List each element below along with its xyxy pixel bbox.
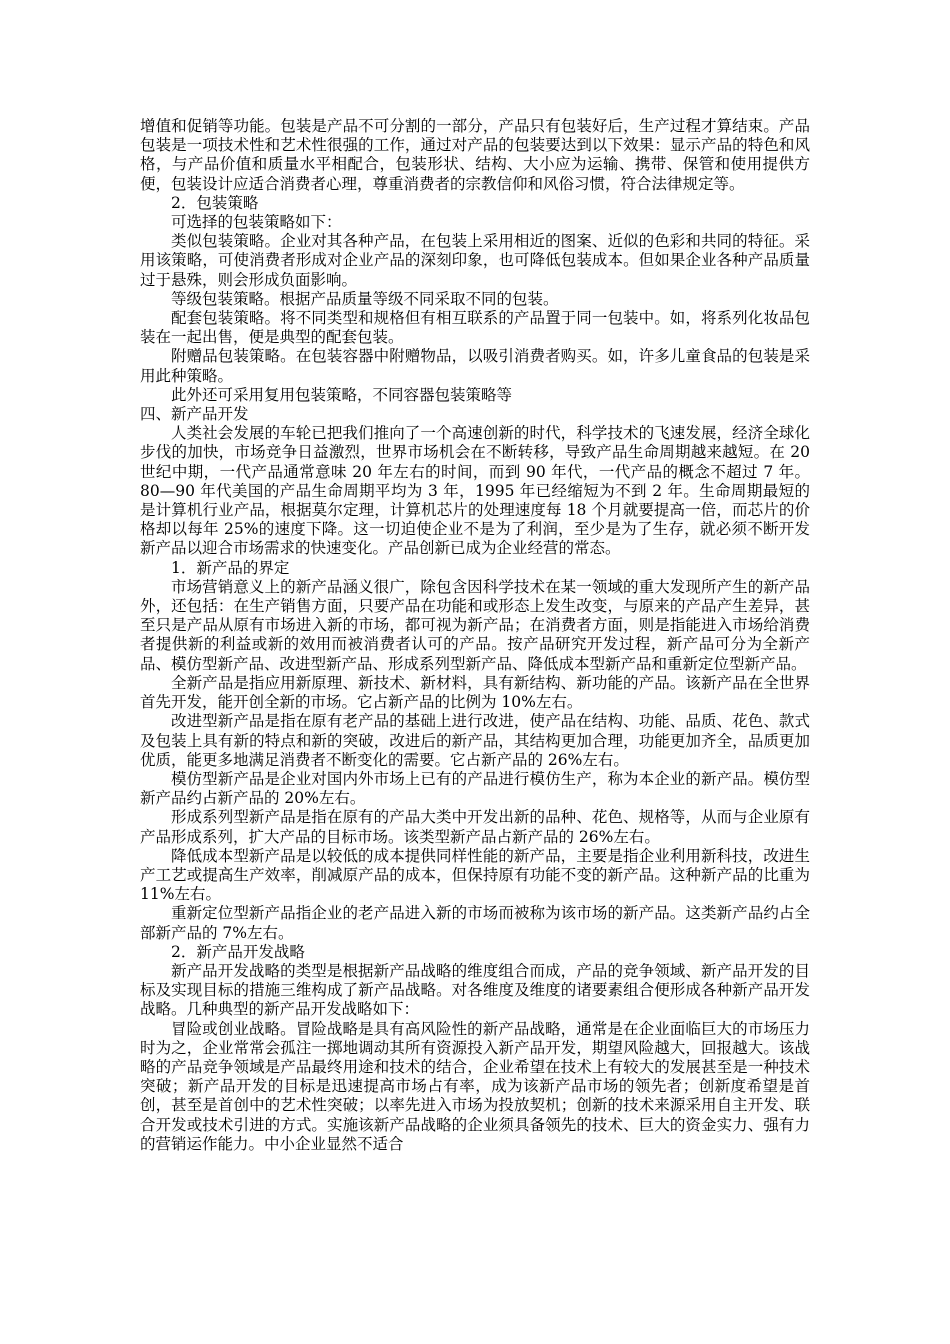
paragraph: 类似包装策略。企业对其各种产品，在包装上采用相近的图案、近似的色彩和共同的特征。采用该策略，可使消费者形成对企业产品的深刻印象，也可降低包装成本。但如果企业各种产品质量过于悬殊，则会形成负面影响。 — [140, 232, 810, 289]
paragraph: 新产品开发战略的类型是根据新产品战略的维度组合而成，产品的竞争领域、新产品开发的目标及实现目标的措施三维构成了新产品战略。对各维度及维度的诸要素组合便形成各种新产品开发战略。几种典型的新产品开发战略如下： — [140, 961, 810, 1019]
paragraph: 可选择的包装策略如下： — [171, 213, 342, 232]
paragraph: 等级包装策略。根据产品质量等级不同采取不同的包装。 — [171, 289, 559, 308]
document-body — [140, 117, 810, 1154]
paragraph: 增值和促销等功能。包装是产品不可分割的一部分，产品只有包装好后，生产过程才算结束。产品包装是一项技术性和艺术性很强的工作，通过对产品的包装要达到以下效果：显示产品的特色和风格，与产品价值和质量水平相配合，包装形状、结构、大小应为运输、携带、保管和使用提供方便，包装设计应适合消费者心理，尊重消费者的宗教信仰和风俗习惯，符合法律规定等。 — [140, 117, 810, 193]
chapter-heading-new-product-development: 四、新产品开发 — [140, 405, 249, 424]
section-heading-development-strategy: 2．新产品开发战略 — [171, 942, 305, 961]
paragraph: 冒险或创业战略。冒险战略是具有高风险性的新产品战略，通常是在企业面临巨大的市场压力时为之，企业常常会孤注一掷地调动其所有资源投入新产品开发，期望风险越大，回报越大。该战略的产品竞争领域是产品最终用途和技术的结合，企业希望在技术上有较大的发展甚至是一种技术突破；新产品开发的目标是迅速提高市场占有率，成为该新产品市场的领先者；创新度希望是首创，甚至是首创中的艺术性突破；以率先进入市场为投放契机；创新的技术来源采用自主开发、联合开发或技术引进的方式。实施该新产品战略的企业须具备领先的技术、巨大的资金实力、强有力的营销运作能力。中小企业显然不适合 — [140, 1019, 810, 1153]
paragraph: 改进型新产品是指在原有老产品的基础上进行改进，使产品在结构、功能、品质、花色、款式及包装上具有新的特点和新的突破，改进后的新产品，其结构更加合理，功能更加齐全，品质更加优质，能更多地满足消费者不断变化的需要。它占新产品的 26%左右。 — [140, 712, 810, 769]
paragraph: 人类社会发展的车轮已把我们推向了一个高速创新的时代，科学技术的飞速发展，经济全球化步伐的加快，市场竞争日益激烈，世界市场机会在不断转移，导致产品生命周期越来越短。在 20 世纪中期，一代产品通常意味 20 年左右的时间，而到 90 年代，一代产品的概念不超过 7 年。80—90 年代美国的产品生命周期平均为 3 年，1995 年已经缩短为不到 2 年。生命周期最短的是计算机行业产品，根据莫尔定理，计算机芯片的处理速度每 18 个月就要提高一倍，而芯片的价格却以每年 25%的速度下降。这一切迫使企业不是为了利润，至少是为了生存，就必须不断开发新产品以迎合市场需求的快速变化。产品创新已成为企业经营的常态。 — [140, 424, 810, 558]
paragraph: 附赠品包装策略。在包装容器中附赠物品，以吸引消费者购买。如，许多儿童食品的包装是采用此种策略。 — [140, 347, 810, 385]
section-heading-packaging-strategy: 2．包装策略 — [171, 193, 259, 212]
paragraph: 重新定位型新产品指企业的老产品进入新的市场而被称为该市场的新产品。这类新产品约占全部新产品的 7%左右。 — [140, 904, 810, 942]
paragraph: 降低成本型新产品是以较低的成本提供同样性能的新产品，主要是指企业利用新科技，改进生产工艺或提高生产效率，削减原产品的成本，但保持原有功能不变的新产品。这种新产品的比重为 11%左右。 — [140, 846, 810, 904]
paragraph: 全新产品是指应用新原理、新技术、新材料，具有新结构、新功能的产品。该新产品在全世界首先开发，能开创全新的市场。它占新产品的比例为 10%左右。 — [140, 673, 810, 712]
paragraph: 模仿型新产品是企业对国内外市场上已有的产品进行模仿生产，称为本企业的新产品。模仿型新产品约占新产品的 20%左右。 — [140, 769, 810, 808]
section-heading-new-product-definition: 1．新产品的界定 — [171, 558, 290, 577]
paragraph: 形成系列型新产品是指在原有的产品大类中开发出新的品种、花色、规格等，从而与企业原有产品形成系列，扩大产品的目标市场。该类型新产品占新产品的 26%左右。 — [140, 808, 810, 846]
paragraph: 配套包装策略。将不同类型和规格但有相互联系的产品置于同一包装中。如，将系列化妆品包装在一起出售，便是典型的配套包装。 — [140, 309, 810, 347]
paragraph: 市场营销意义上的新产品涵义很广，除包含因科学技术在某一领域的重大发现所产生的新产品外，还包括：在生产销售方面，只要产品在功能和或形态上发生改变，与原来的产品产生差异，甚至只是产品从原有市场进入新的市场，都可视为新产品；在消费者方面，则是指能进入市场给消费者提供新的利益或新的效用而被消费者认可的产品。按产品研究开发过程，新产品可分为全新产品、模仿型新产品、改进型新产品、形成系列型新产品、降低成本型新产品和重新定位型新产品。 — [140, 577, 810, 673]
paragraph: 此外还可采用复用包装策略，不同容器包装策略等 — [171, 385, 513, 404]
